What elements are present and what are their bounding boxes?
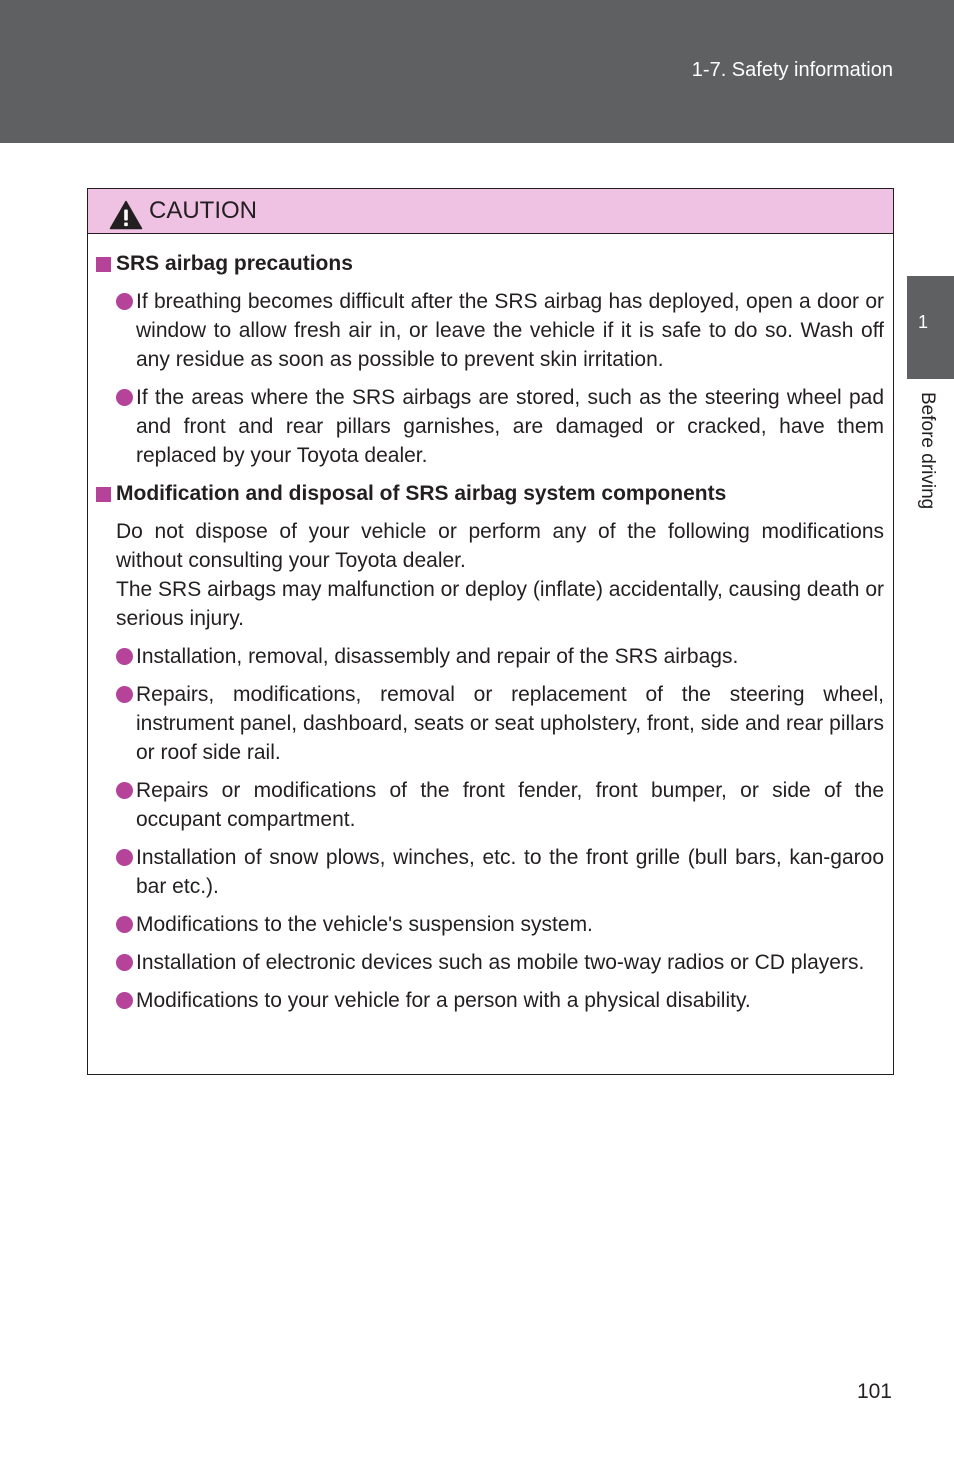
circle-bullet-icon — [116, 389, 133, 406]
list-item — [95, 680, 884, 767]
caution-header — [88, 189, 893, 234]
caution-content — [95, 249, 884, 1024]
caution-title: CAUTION — [149, 197, 257, 224]
list-item — [95, 776, 884, 834]
list-item-text: Installation of electronic devices such as mobile two-way radios or CD players. — [136, 951, 865, 974]
list-item-text: Installation of snow plows, winches, etc. to the front grille (bull bars, kan-garoo bar etc.). — [136, 846, 884, 898]
square-bullet-icon — [96, 487, 111, 502]
circle-bullet-icon — [116, 686, 133, 703]
circle-bullet-icon — [116, 849, 133, 866]
circle-bullet-icon — [116, 648, 133, 665]
heading-text: Modification and disposal of SRS airbag system components — [116, 482, 727, 505]
heading-text: SRS airbag precautions — [116, 252, 353, 275]
list-item — [95, 986, 884, 1015]
circle-bullet-icon — [116, 954, 133, 971]
circle-bullet-icon — [116, 293, 133, 310]
list-item — [95, 910, 884, 939]
list-item-text: Repairs or modifications of the front fender, front bumper, or side of the occupant compartment. — [136, 779, 884, 831]
list-item — [95, 383, 884, 470]
circle-bullet-icon — [116, 916, 133, 933]
list-item — [95, 948, 884, 977]
circle-bullet-icon — [116, 782, 133, 799]
list-item-text: Repairs, modifications, removal or replacement of the steering wheel, instrument panel, dashboard, seats or seat upholstery, front, side and rear pillars or roof side rail. — [136, 683, 884, 764]
list-item-text: Modifications to the vehicle's suspension system. — [136, 913, 593, 936]
paragraph: The SRS airbags may malfunction or deploy (inflate) accidentally, causing death or serious injury. — [116, 578, 884, 630]
warning-triangle-icon — [109, 200, 143, 230]
list-item-text: Modifications to your vehicle for a person with a physical disability. — [136, 989, 751, 1012]
section-heading-srs-precautions — [95, 249, 884, 278]
list-item-text: If the areas where the SRS airbags are stored, such as the steering wheel pad and front and rear pillars garnishes, are damaged or cracked, have them replaced by your Toyota dealer. — [136, 386, 884, 467]
list-item — [95, 287, 884, 374]
page-number: 101 — [856, 1380, 892, 1403]
chapter-tab — [907, 276, 954, 379]
chapter-number: 1 — [918, 312, 929, 332]
paragraph-group — [95, 517, 884, 633]
circle-bullet-icon — [116, 992, 133, 1009]
caution-box — [87, 188, 894, 1075]
section-heading-modification-disposal — [95, 479, 884, 508]
paragraph: Do not dispose of your vehicle or perform any of the following modifications without consulting your Toyota dealer. — [116, 520, 884, 572]
section-title: 1-7. Safety information — [691, 59, 893, 81]
square-bullet-icon — [96, 257, 111, 272]
list-item — [95, 843, 884, 901]
chapter-name: Before driving — [917, 392, 938, 510]
list-item-text: If breathing becomes difficult after the SRS airbag has deployed, open a door or window to allow fresh air in, or leave the vehicle if it is safe to do so. Wash off any residue as soon as possible to prevent skin irritation. — [136, 290, 884, 371]
list-item — [95, 642, 884, 671]
list-item-text: Installation, removal, disassembly and repair of the SRS airbags. — [136, 645, 739, 668]
